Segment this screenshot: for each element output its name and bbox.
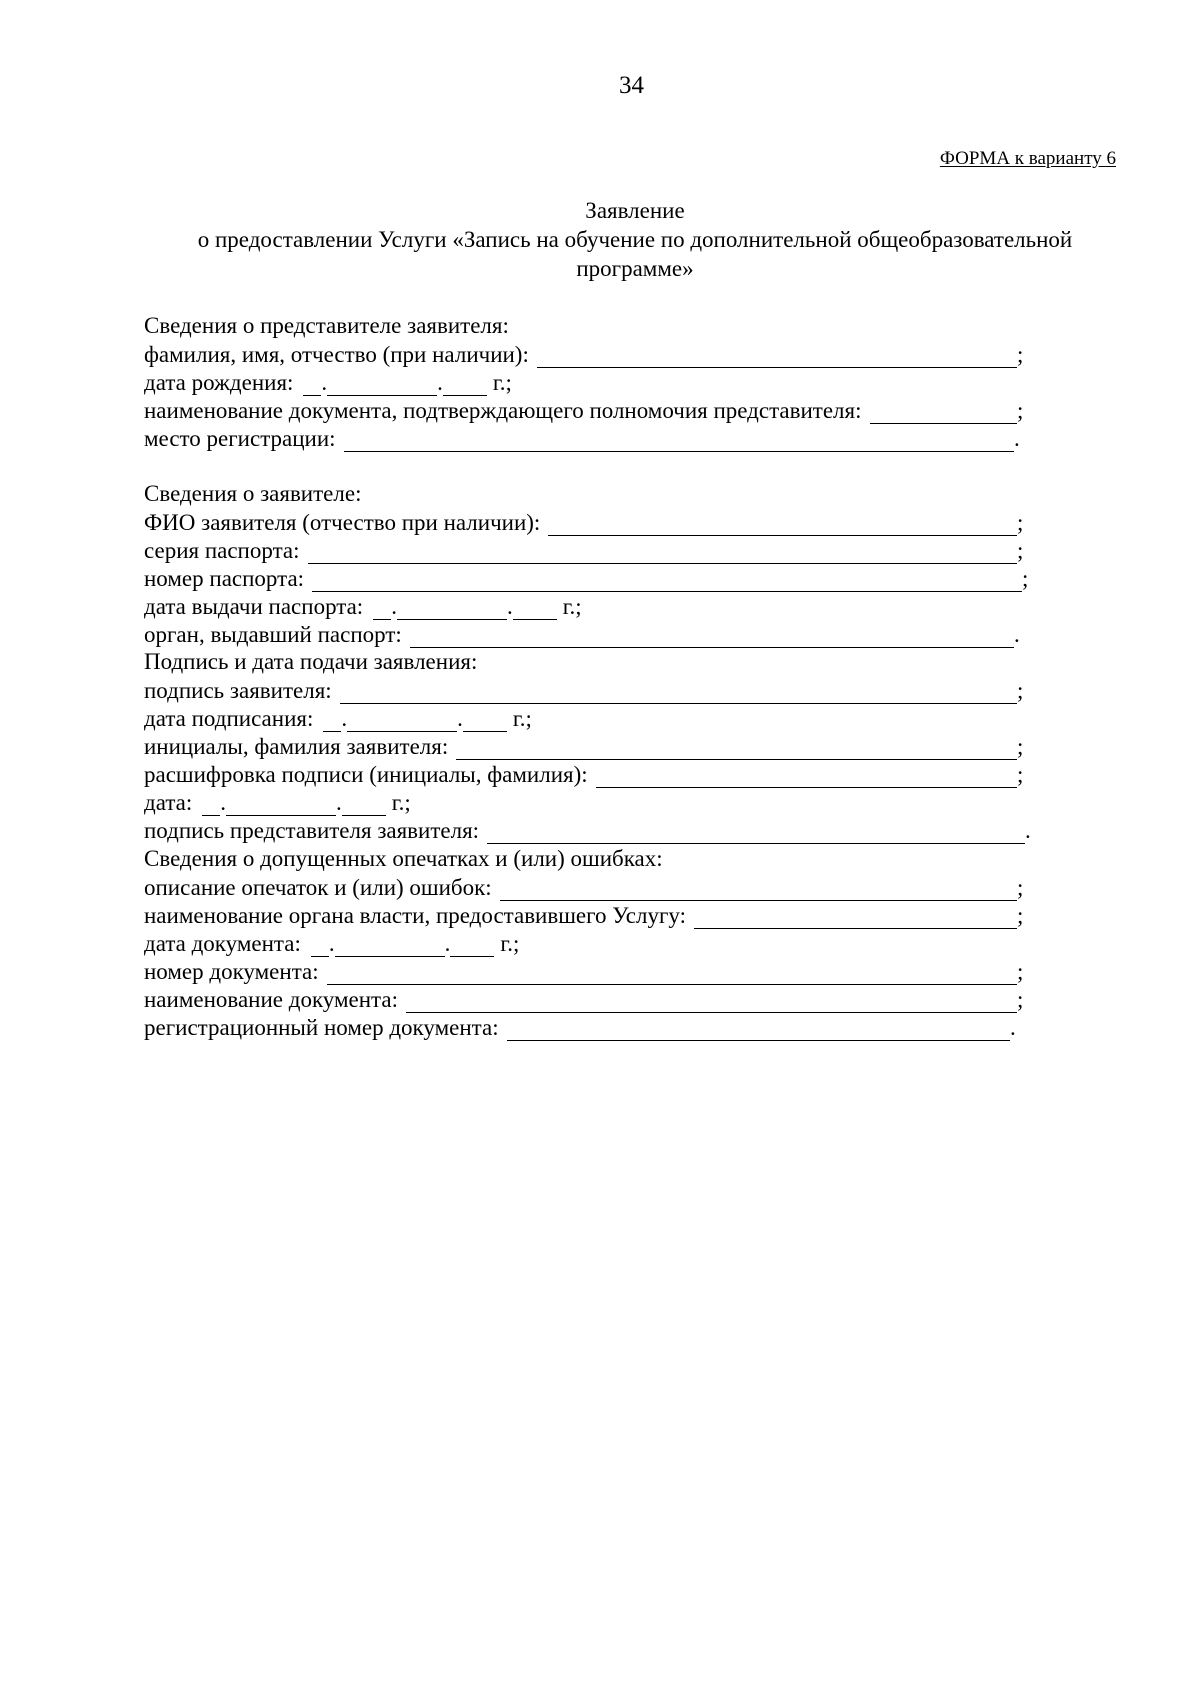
form-row xyxy=(144,676,1134,704)
field-label: дата рождения: xyxy=(144,370,294,395)
day-blank[interactable] xyxy=(323,711,341,732)
form-row xyxy=(144,536,1134,564)
field-label: дата документа: xyxy=(144,931,301,956)
form-row xyxy=(144,620,1134,648)
fill-in-blank[interactable] xyxy=(327,964,1017,985)
title-line-3: программе» xyxy=(576,256,694,281)
line-terminator: ; xyxy=(1017,342,1024,367)
date-separator: . xyxy=(437,370,443,395)
year-blank[interactable] xyxy=(463,711,507,732)
form-row xyxy=(144,1013,1134,1041)
form-row xyxy=(144,957,1134,985)
date-suffix: г.; xyxy=(562,594,582,619)
line-terminator: . xyxy=(1014,426,1020,451)
month-blank[interactable] xyxy=(327,375,437,396)
line-terminator: ; xyxy=(1017,762,1024,787)
month-blank[interactable] xyxy=(335,936,445,957)
form-row xyxy=(144,985,1134,1013)
title-line-1: Заявление xyxy=(585,198,685,223)
field-label: дата: xyxy=(144,790,193,815)
form-row xyxy=(144,704,1134,732)
form-row xyxy=(144,592,1134,620)
form-row xyxy=(144,873,1134,901)
field-label: дата выдачи паспорта: xyxy=(144,594,364,619)
fill-in-blank[interactable] xyxy=(596,767,1017,788)
field-label: подпись заявителя: xyxy=(144,678,332,703)
date-suffix: г.; xyxy=(500,931,520,956)
date-suffix: г.; xyxy=(391,790,411,815)
field-label: подпись представителя заявителя: xyxy=(144,818,480,843)
form-reference-text: ФОРМА к варианту 6 xyxy=(939,148,1116,169)
fill-in-blank[interactable] xyxy=(340,683,1017,704)
form-section xyxy=(144,845,1134,1041)
date-separator: . xyxy=(457,706,463,731)
form-section xyxy=(144,480,1134,648)
date-separator: . xyxy=(341,706,348,731)
form-row xyxy=(144,901,1134,929)
date-field[interactable] xyxy=(311,931,519,957)
line-terminator: ; xyxy=(1017,875,1024,900)
month-blank[interactable] xyxy=(347,711,457,732)
line-terminator: ; xyxy=(1017,987,1024,1012)
date-separator: . xyxy=(391,594,397,619)
line-terminator: ; xyxy=(1017,734,1024,759)
form-row xyxy=(144,508,1134,536)
field-label: номер документа: xyxy=(144,959,319,984)
date-separator: . xyxy=(220,790,226,815)
date-field[interactable] xyxy=(303,370,511,396)
line-terminator: ; xyxy=(1017,510,1024,535)
form-row xyxy=(144,732,1134,760)
fill-in-blank[interactable] xyxy=(694,908,1017,929)
date-separator: . xyxy=(321,370,328,395)
form-row xyxy=(144,760,1134,788)
section-title: Сведения о заявителе: xyxy=(144,481,362,506)
line-terminator: ; xyxy=(1017,959,1024,984)
fill-in-blank[interactable] xyxy=(548,515,1017,536)
fill-in-blank[interactable] xyxy=(487,823,1025,844)
fill-in-blank[interactable] xyxy=(308,543,1018,564)
date-separator: . xyxy=(506,594,513,619)
date-field[interactable] xyxy=(373,594,581,620)
form-row xyxy=(144,424,1134,452)
form-row xyxy=(144,564,1134,592)
day-blank[interactable] xyxy=(373,599,391,620)
page-number: 34 xyxy=(619,72,644,99)
field-label: наименование документа, подтверждающего полномочия представителя: xyxy=(144,398,862,423)
fill-in-blank[interactable] xyxy=(537,347,1017,368)
fill-in-blank[interactable] xyxy=(500,880,1017,901)
year-blank[interactable] xyxy=(513,599,557,620)
line-terminator: ; xyxy=(1017,678,1024,703)
date-suffix: г.; xyxy=(492,370,512,395)
field-label: ФИО заявителя (отчество при наличии): xyxy=(144,510,541,535)
date-suffix: г.; xyxy=(512,706,532,731)
document-title xyxy=(140,196,1130,283)
fill-in-blank[interactable] xyxy=(507,1020,1010,1041)
section-title: Сведения о представителе заявителя: xyxy=(144,313,509,338)
line-terminator: ; xyxy=(1017,538,1024,563)
fill-in-blank[interactable] xyxy=(406,992,1017,1013)
field-label: расшифровка подписи (инициалы, фамилия): xyxy=(144,762,588,787)
line-terminator: ; xyxy=(1022,566,1029,591)
fill-in-blank[interactable] xyxy=(870,403,1017,424)
field-label: наименование документа: xyxy=(144,987,398,1012)
form-row xyxy=(144,396,1134,424)
form-row xyxy=(144,929,1134,957)
form-row xyxy=(144,816,1134,844)
date-field[interactable] xyxy=(323,706,531,732)
day-blank[interactable] xyxy=(311,936,329,957)
line-terminator: . xyxy=(1025,818,1031,843)
month-blank[interactable] xyxy=(226,795,336,816)
field-label: орган, выдавший паспорт: xyxy=(144,622,402,647)
line-terminator: . xyxy=(1010,1015,1016,1040)
form-section xyxy=(144,648,1134,844)
field-label: наименование органа власти, предоставившего Услугу: xyxy=(144,903,686,928)
title-line-2: о предоставлении Услуги «Запись на обучение по дополнительной общеобразовательной xyxy=(197,227,1073,252)
field-label: дата подписания: xyxy=(144,706,314,731)
fill-in-blank[interactable] xyxy=(410,627,1014,648)
day-blank[interactable] xyxy=(303,375,321,396)
line-terminator: ; xyxy=(1017,398,1024,423)
field-label: место регистрации: xyxy=(144,426,336,451)
line-terminator: . xyxy=(1014,622,1020,647)
form-section xyxy=(144,312,1134,452)
section-title: Сведения о допущенных опечатках и (или) ошибках: xyxy=(144,846,663,871)
field-label: инициалы, фамилия заявителя: xyxy=(144,734,449,759)
year-blank[interactable] xyxy=(342,795,386,816)
form-row xyxy=(144,340,1134,368)
form-reference xyxy=(940,148,1116,170)
fill-in-blank[interactable] xyxy=(344,431,1014,452)
field-label: фамилия, имя, отчество (при наличии): xyxy=(144,342,529,367)
day-blank[interactable] xyxy=(202,795,220,816)
section-title: Подпись и дата подачи заявления: xyxy=(144,649,478,674)
fill-in-blank[interactable] xyxy=(312,571,1022,592)
year-blank[interactable] xyxy=(450,936,494,957)
month-blank[interactable] xyxy=(397,599,507,620)
year-blank[interactable] xyxy=(443,375,487,396)
field-label: регистрационный номер документа: xyxy=(144,1015,499,1040)
field-label: номер паспорта: xyxy=(144,566,305,591)
date-separator: . xyxy=(336,790,342,815)
fill-in-blank[interactable] xyxy=(456,739,1017,760)
field-label: серия паспорта: xyxy=(144,538,300,563)
date-separator: . xyxy=(328,931,335,956)
field-label: описание опечаток и (или) ошибок: xyxy=(144,875,492,900)
line-terminator: ; xyxy=(1017,903,1024,928)
form-row xyxy=(144,368,1134,396)
date-separator: . xyxy=(444,931,451,956)
form-row xyxy=(144,788,1134,816)
date-field[interactable] xyxy=(202,790,410,816)
